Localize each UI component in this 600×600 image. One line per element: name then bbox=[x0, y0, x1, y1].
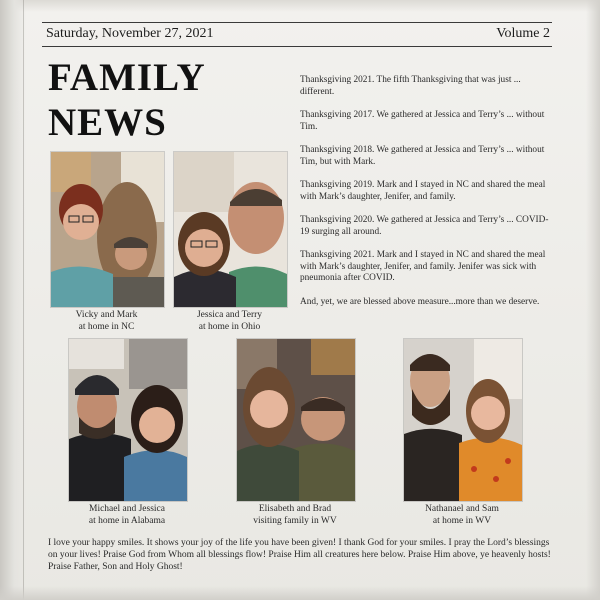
story-paragraph: And, yet, we are blessed above measure...more than we deserve. bbox=[300, 296, 540, 307]
photo-michael-jessica bbox=[68, 338, 188, 502]
story-paragraph: Thanksgiving 2021. The fifth Thanksgiving that was just ... different. bbox=[300, 75, 521, 97]
photo-caption bbox=[50, 310, 163, 333]
story-paragraph: Thanksgiving 2018. We gathered at Jessica and Terry’s ... without Tim, but with Mark. bbox=[300, 145, 545, 167]
header-rule-top bbox=[42, 22, 552, 23]
photo-caption bbox=[173, 310, 286, 333]
photo-vicky-mark bbox=[50, 151, 165, 308]
caption-names: Elisabeth and Brad bbox=[258, 504, 332, 514]
story-paragraph: Thanksgiving 2017. We gathered at Jessica and Terry’s ... without Tim. bbox=[300, 110, 545, 132]
caption-names: Jessica and Terry bbox=[196, 310, 263, 320]
caption-names: Michael and Jessica bbox=[89, 504, 165, 514]
masthead-title bbox=[48, 55, 206, 145]
caption-location: at home in Ohio bbox=[198, 321, 261, 332]
photo-caption bbox=[403, 504, 521, 527]
masthead-line-1: FAMILY bbox=[48, 56, 206, 99]
paper-crease bbox=[23, 0, 24, 600]
paper-fold-top bbox=[0, 0, 600, 12]
masthead-line-2: NEWS bbox=[48, 101, 167, 144]
paper-fold-bottom bbox=[0, 586, 600, 600]
issue-date: Saturday, November 27, 2021 bbox=[46, 26, 214, 41]
paper-fold-right bbox=[586, 0, 600, 600]
caption-location: at home in WV bbox=[432, 515, 492, 526]
caption-location: visiting family in WV bbox=[253, 515, 337, 526]
issue-volume: Volume 2 bbox=[496, 26, 550, 41]
header-rule-bottom bbox=[42, 46, 552, 47]
photo-jessica-terry bbox=[173, 151, 288, 308]
caption-location: at home in Alabama bbox=[88, 515, 166, 526]
photo-caption bbox=[236, 504, 354, 527]
photo-nathanael-sam bbox=[403, 338, 523, 502]
story-paragraph: Thanksgiving 2020. We gathered at Jessica and Terry’s ... COVID-19 surging all around. bbox=[300, 215, 549, 237]
story-column bbox=[300, 75, 550, 320]
photo-caption bbox=[68, 504, 186, 527]
story-paragraph: Thanksgiving 2019. Mark and I stayed in NC and shared the meal with Mark’s daughter, Jenifer, and family. bbox=[300, 180, 546, 202]
photo-elisabeth-brad bbox=[236, 338, 356, 502]
caption-location: at home in NC bbox=[78, 321, 135, 332]
caption-names: Vicky and Mark bbox=[75, 310, 138, 320]
story-paragraph: Thanksgiving 2021. Mark and I stayed in NC and shared the meal with Mark’s daughter, Jenifer, and family. Jenifer was sick with pneumonia after COVID. bbox=[300, 250, 546, 283]
caption-names: Nathanael and Sam bbox=[425, 504, 499, 514]
closing-paragraph: I love your happy smiles. It shows your joy of the life you have been given! I thank God for your smiles. I pray the Lord’s blessings on your lives! Praise God from Whom all blessings flow! Praise Him all creatures here below. Praise Him above, ye heavenly hosts! Praise Father, Son and Holy Ghost! bbox=[48, 538, 551, 572]
